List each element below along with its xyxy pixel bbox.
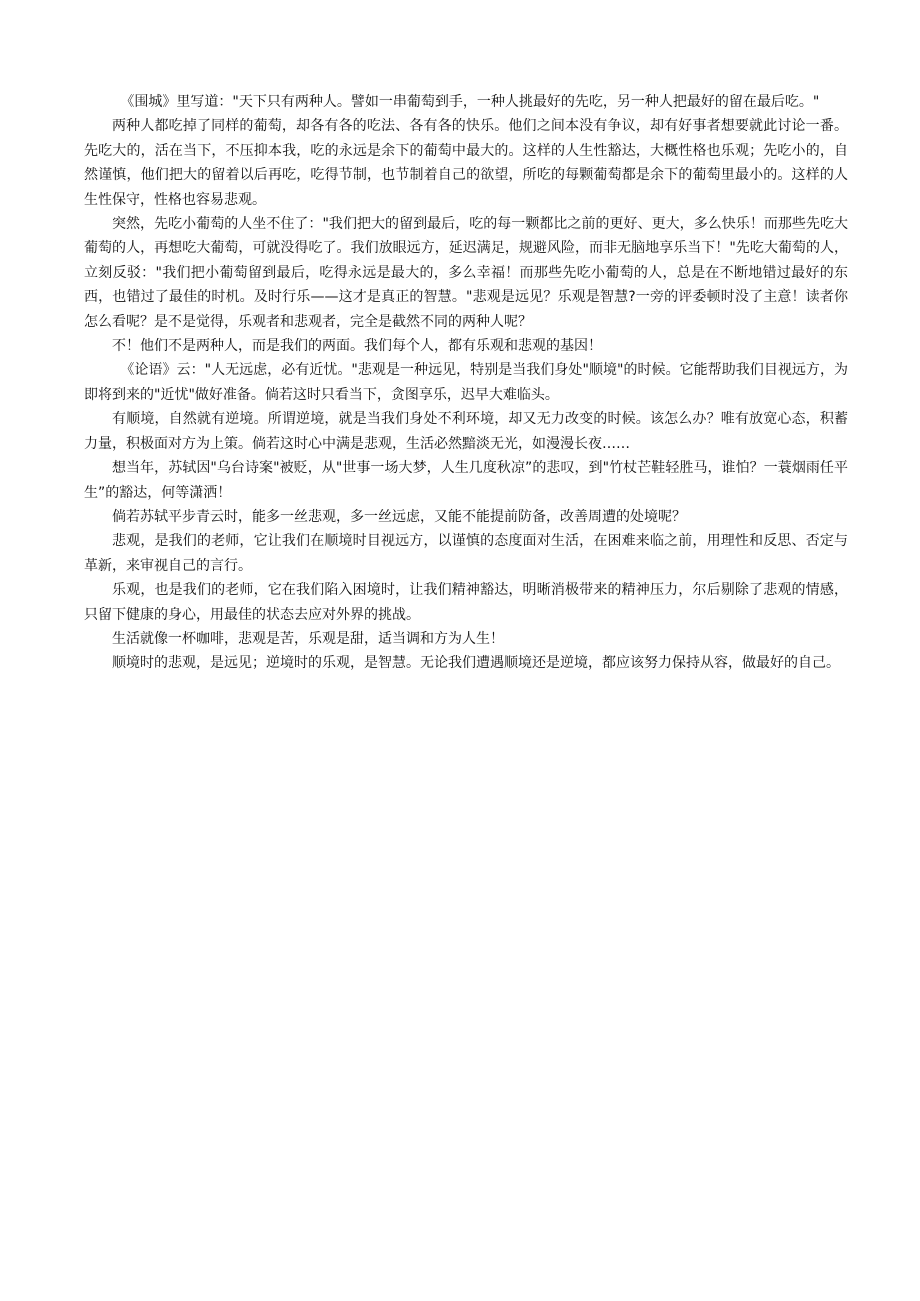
paragraph-two-sides: 不！他们不是两种人，而是我们的两面。我们每个人，都有乐观和悲观的基因！ bbox=[112, 338, 602, 355]
paragraph-pessimism-teacher: 悲观，是我们的老师，它让我们在顺境时目视远方，以谨慎的态度面对生活，在困难来临之前，用理性和反思、否定与革新，来审视自己的言行。 bbox=[84, 533, 848, 574]
paragraph-quote-weicheng: 《围城》里写道："天下只有两种人。譬如一串葡萄到手，一种人挑最好的先吃，另一种人把最好的留在最后吃。" bbox=[120, 94, 820, 110]
paragraph-adversity: 有顺境，自然就有逆境。所谓逆境，就是当我们身处不利环境，却又无力改变的时候。该怎么办？唯有放宽心态，积蓄力量，积极面对方为上策。倘若这时心中满是悲观，生活必然黯淡无光，如漫漫长夜…… bbox=[84, 411, 848, 452]
paragraph-su-shi: 想当年，苏轼因"乌台诗案"被贬，从"世事一场大梦，人生几度秋凉”的悲叹，到"竹杖芒鞋轻胜马，谁怕？一蓑烟雨任平生”的豁达，何等潇洒！ bbox=[84, 460, 848, 501]
paragraph-lunyu: 《论语》云："人无远虑，必有近忧。"悲观是一种远见，特别是当我们身处"顺境"的时候。它能帮助我们目视远方，为即将到来的"近忧"做好准备。倘若这时只看当下，贪图享乐，迟早大难临头。 bbox=[84, 362, 848, 403]
paragraph-coffee: 生活就像一杯咖啡，悲观是苦，乐观是甜，适当调和方为人生！ bbox=[112, 630, 504, 647]
essay-body bbox=[84, 90, 848, 676]
paragraph-optimism-teacher: 乐观，也是我们的老师，它在我们陷入困境时，让我们精神豁达，明晰消极带来的精神压力，尔后剔除了悲观的情感，只留下健康的身心，用最佳的状态去应对外界的挑战。 bbox=[84, 582, 848, 623]
paragraph-debate: 突然，先吃小葡萄的人坐不住了："我们把大的留到最后，吃的每一颗都比之前的更好、更大，多么快乐！而那些先吃大葡萄的人，再想吃大葡萄，可就没得吃了。我们放眼远方，延迟满足，规避风险，而非无脑地享乐当下！"先吃大葡萄的人，立刻反驳："我们把小葡萄留到最后，吃得永远是最大的，多么幸福！而那些先吃小葡萄的人，总是在不断地错过最好的东西，也错过了最佳的时机。及时行乐——这才是真正的智慧。"悲观是远见？乐观是智慧?一旁的评委顿时没了主意！读者你怎么看呢？是不是觉得，乐观者和悲观者，完全是截然不同的两种人呢？ bbox=[84, 216, 848, 330]
paragraph-two-kinds: 两种人都吃掉了同样的葡萄，却各有各的吃法、各有各的快乐。他们之间本没有争议，却有好事者想要就此讨论一番。先吃大的，活在当下，不压抑本我，吃的永远是余下的葡萄中最大的。这样的人生性豁达，大概性格也乐观；先吃小的，自然谨慎，他们把大的留着以后再吃，吃得节制，也节制着自己的欲望，所吃的每颗葡萄都是余下的葡萄里最小的。这样的人生性保守，性格也容易悲观。 bbox=[84, 118, 848, 208]
paragraph-conclusion: 顺境时的悲观，是远见；逆境时的乐观，是智慧。无论我们遭遇顺境还是逆境，都应该努力保持从容，做最好的自己。 bbox=[112, 655, 840, 672]
paragraph-su-shi-question: 倘若苏轼平步青云时，能多一丝悲观，多一丝远虑，又能不能提前防备，改善周遭的处境呢？ bbox=[112, 508, 686, 525]
